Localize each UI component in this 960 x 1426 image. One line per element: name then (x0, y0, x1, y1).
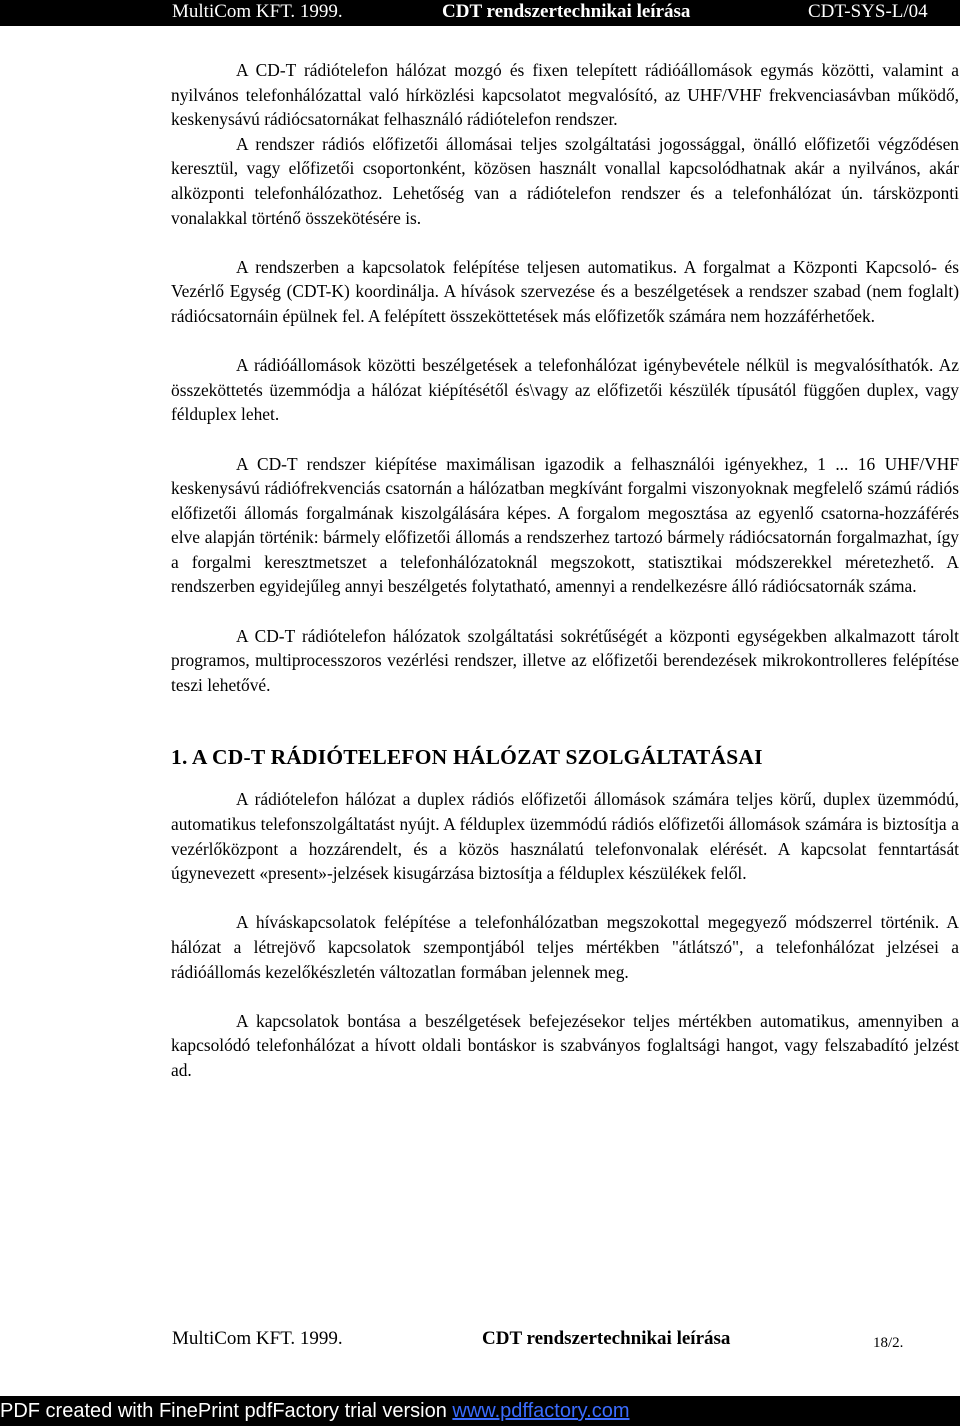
header-document-code: CDT-SYS-L/04 (808, 1, 928, 22)
paragraph-subscribers: A rendszer rádiós előfizetői állomásai teljes szolgáltatási jogossággal, önálló előfizetői végződésen keresztül, vagy előfizetői csoportonként, közösen használt vonallal kapcsolódhatnak akár a nyilvános, akár alközponti telefonhálózathoz. Lehetőség van a rádiótelefon rendszer és a telefonhálózat ún. társközponti vonalakkal történő összekötésére is. (171, 133, 959, 228)
footer-company: MultiCom KFT. 1999. (172, 1328, 343, 1349)
header-company: MultiCom KFT. 1999. (172, 1, 343, 22)
paragraph-services: A rádiótelefon hálózat a duplex rádiós előfizetői állomások számára teljes körű, duplex üzemmódú, automatikus telefonszolgáltatást nyújt. A félduplex üzemmódú rádiós előfizetői állomások számára is biztosítja a vezérlőközpont a hozzárendelt, és a közös használatú telefonvonalak elérését. A kapcsolat fenntartását úgynevezett «present»-jelzések kisugárzása biztosítja a félduplex készülékek felől. (171, 789, 959, 884)
pdf-factory-link[interactable]: www.pdffactory.com (452, 1400, 630, 1422)
header-document-title: CDT rendszertechnikai leírása (442, 1, 691, 22)
paragraph-radio-calls: A rádióállomások közötti beszélgetések a telefonhálózat igénybevétele nélkül is megvalósíthatók. Az összeköttetés üzemmódja a hálózat kiépítésétől és\vagy az előfizetői készülék típusától függően duplex, vagy félduplex lehet. (171, 355, 959, 425)
paragraph-capacity: A CD-T rendszer kiépítése maximálisan igazodik a felhasználói igényekhez, 1 ... 16 UHF/VHF keskenysávú rádiófrekvenciás csatornán a hálózatban megkívánt forgalmi viszonyoknak megfelelő számú rádiós előfizetői állomás forgalmának kiszolgálására képes. A forgalom megosztása az egyenlő csatorna-hozzáférés elve alapján történik: bármely előfizetői állomás a rendszerhez tartozó bármely rádiócsatornán forgalmazhat, így a forgalmi keresztmetszet a telefonhálózatoknál megszokott, statisztikai módszerekkel méretezhető. A rendszerben egyidejűleg annyi beszélgetés folytatható, amennyi a rendelkezésre álló rádiócsatornák száma. (171, 453, 959, 597)
pdf-banner (0, 1396, 960, 1426)
document-body (171, 58, 959, 1083)
paragraph-intro: A CD-T rádiótelefon hálózat mozgó és fixen telepített rádióállomások egymás közötti, valamint a nyilvános telefonhálózattal való hírközlési kapcsolatot megvalósító, az UHF/VHF frekvenciasávban működő, keskenysávú rádiócsatornákat felhasználó rádiótelefon rendszer. (171, 60, 959, 130)
paragraph-call-setup: A híváskapcsolatok felépítése a telefonhálózatban megszokottal megegyező módszerrel történik. A hálózat a létrejövő kapcsolatok szempontjából teljes mértékben "átlátszó", a telefonhálózat jelzései a rádióállomás kezelőkészletén változatlan formában jelennek meg. (171, 912, 959, 982)
section-heading: 1. A CD-T RÁDIÓTELEFON HÁLÓZAT SZOLGÁLTATÁSAI (171, 745, 763, 770)
page-header-bar (0, 0, 960, 26)
paragraph-call-release: A kapcsolatok bontása a beszélgetések befejezésekor teljes mértékben automatikus, amennyiben a kapcsolódó telefonhálózat a hívott oldali bontáskor is szabványos foglaltsági hangot, vagy felszabadító jelzést ad. (171, 1010, 959, 1080)
pdf-banner-label: PDF created with FinePrint pdfFactory trial version (0, 1400, 453, 1422)
footer-document-title: CDT rendszertechnikai leírása (482, 1328, 731, 1349)
pdf-banner-text (0, 1396, 630, 1426)
paragraph-automatic: A rendszerben a kapcsolatok felépítése teljesen automatikus. A forgalmat a Központi Kapcsoló- és Vezérlő Egység (CDT-K) koordinálja. A hívások szervezése és a beszélgetések a rendszer szabad (nem foglalt) rádiócsatornáin épülnek fel. A felépített összeköttetések más előfizetők számára nem hozzáférhetőek. (171, 256, 959, 326)
footer-page-number: 18/2. (873, 1335, 904, 1351)
paragraph-control-system: A CD-T rádiótelefon hálózatok szolgáltatási sokrétűségét a központi egységekben alkalmazott tárolt programos, multiprocesszoros vezérlési rendszer, illetve az előfizetői berendezések mikrokontrolleres felépítése teszi lehetővé. (171, 625, 959, 695)
